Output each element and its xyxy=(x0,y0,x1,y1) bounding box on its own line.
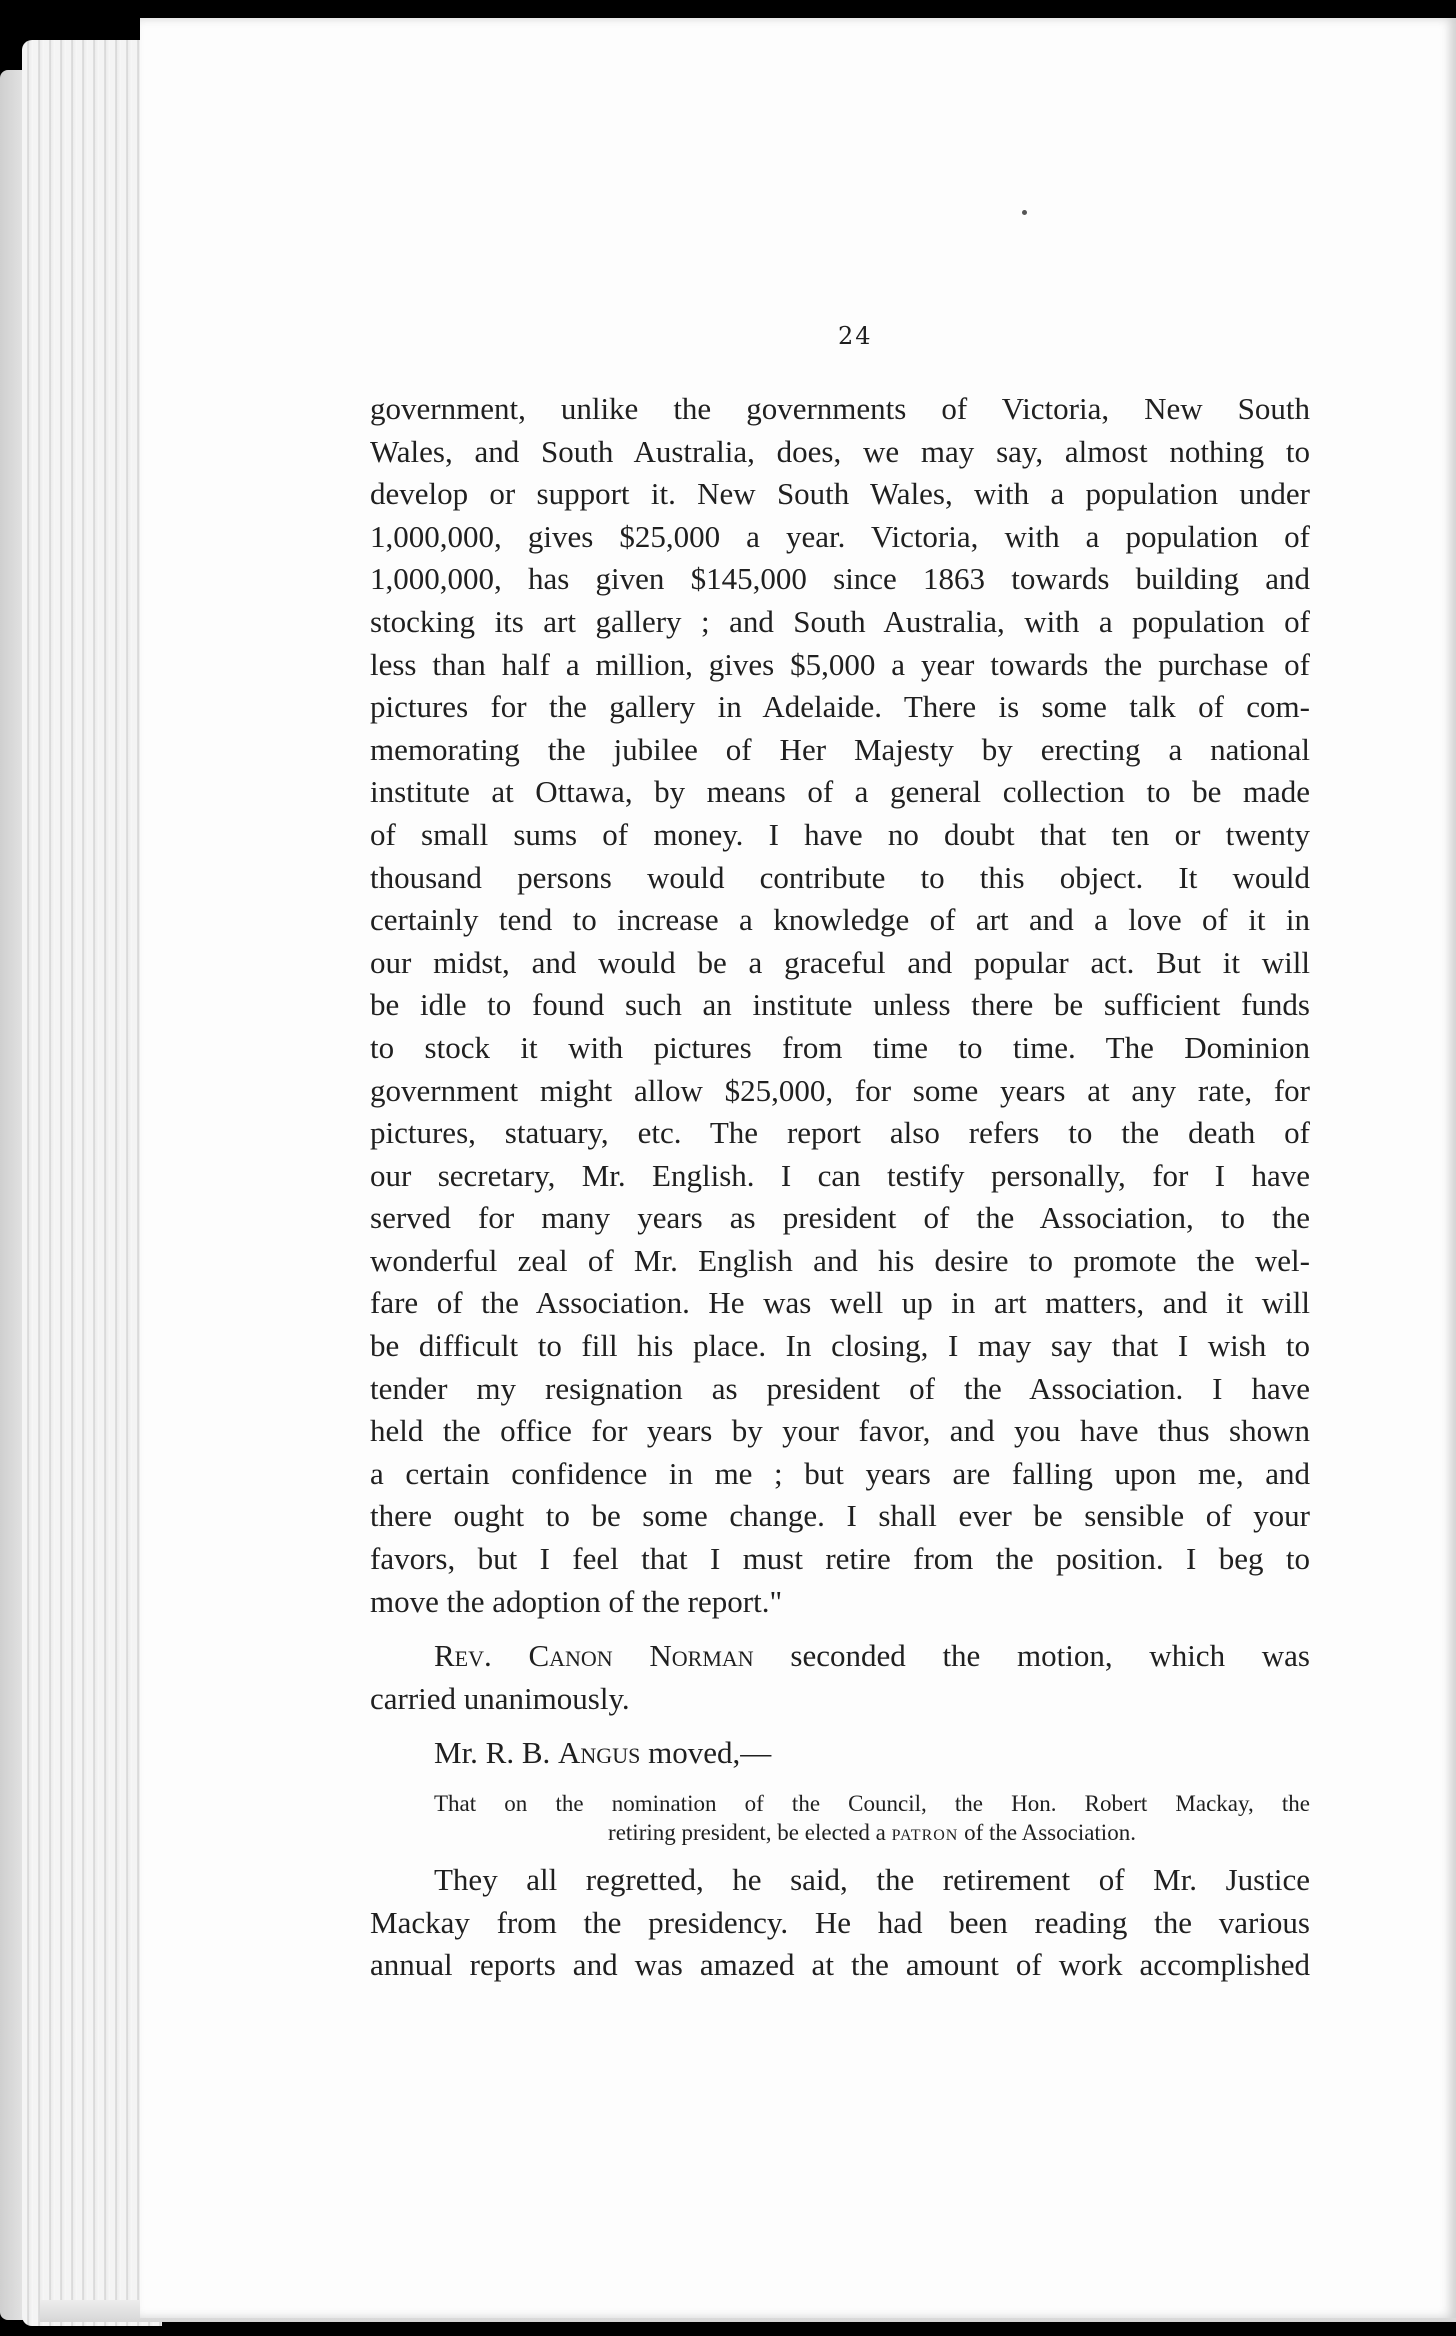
text-line: be idle to found such an institute unless there be sufficient funds xyxy=(370,987,1310,1023)
text-fragment: seconded the motion, which was xyxy=(753,1638,1310,1674)
text-line: move the adoption of the report." xyxy=(370,1583,783,1619)
ink-speck xyxy=(1022,210,1027,215)
text-line: favors, but I feel that I must retire from the position. I beg to xyxy=(370,1541,1310,1577)
text-line: there ought to be some change. I shall ever be sensible of your xyxy=(370,1498,1310,1534)
text-line: carried unanimously. xyxy=(370,1680,630,1716)
text-line: stocking its art gallery ; and South Australia, with a population of xyxy=(370,603,1310,639)
text-line: less than half a million, gives $5,000 a year towards the purchase of xyxy=(370,646,1310,682)
speaker-name: Angus xyxy=(558,1735,641,1771)
text-line: Mackay from the presidency. He had been reading the various xyxy=(370,1904,1310,1940)
paragraph-motion xyxy=(370,1732,1310,1775)
text-line: certainly tend to increase a knowledge of art and a love of it in xyxy=(370,902,1310,938)
text-line: government might allow $25,000, for some years at any rate, for xyxy=(370,1072,1310,1108)
text-line: tender my resignation as president of the Association. I have xyxy=(370,1370,1310,1406)
text-line: be difficult to fill his place. In closing, I may say that I wish to xyxy=(370,1328,1310,1364)
text-line: memorating the jubilee of Her Majesty by erecting a national xyxy=(370,731,1310,767)
text-fragment: of the Association. xyxy=(958,1820,1136,1845)
paragraph-seconded xyxy=(370,1635,1310,1720)
text-fragment: moved,— xyxy=(640,1735,772,1771)
text-line xyxy=(434,1818,1310,1847)
text-line xyxy=(370,1635,1310,1678)
text-line: Wales, and South Australia, does, we may say, almost nothing to xyxy=(370,433,1310,469)
text-line: fare of the Association. He was well up in art matters, and it will xyxy=(370,1285,1310,1321)
text-line: institute at Ottawa, by means of a general collection to be made xyxy=(370,774,1310,810)
patron-term: patron xyxy=(891,1820,959,1845)
text-line: annual reports and was amazed at the amount of work accomplished xyxy=(370,1947,1310,1983)
text-line: our midst, and would be a graceful and popular act. But it will xyxy=(370,944,1310,980)
text-line: pictures for the gallery in Adelaide. There is some talk of com- xyxy=(370,689,1310,725)
resolution-text xyxy=(370,1789,1310,1847)
text-line: pictures, statuary, etc. The report also refers to the death of xyxy=(370,1115,1310,1151)
text-fragment: retiring president, be elected a xyxy=(608,1820,892,1845)
paragraph-angus-speech xyxy=(370,1859,1310,1987)
text-line: held the office for years by your favor, and you have thus shown xyxy=(370,1413,1310,1449)
text-line: to stock it with pictures from time to time. The Dominion xyxy=(370,1029,1310,1065)
text-line: a certain confidence in me ; but years are falling upon me, and xyxy=(370,1455,1310,1491)
page-number: 24 xyxy=(838,322,873,350)
text-line: served for many years as president of the Association, to the xyxy=(370,1200,1310,1236)
speaker-name: Rev. Canon Norman xyxy=(434,1638,754,1674)
paragraph-speech xyxy=(370,388,1310,1623)
text-line: thousand persons would contribute to this object. It would xyxy=(370,859,1310,895)
text-line: our secretary, Mr. English. I can testify personally, for I have xyxy=(370,1157,1310,1193)
text-line: They all regretted, he said, the retirement of Mr. Justice xyxy=(434,1862,1310,1897)
text-line: 1,000,000, has given $145,000 since 1863 towards building and xyxy=(370,561,1310,597)
text-line: of small sums of money. I have no doubt that ten or twenty xyxy=(370,816,1310,852)
page-body xyxy=(370,388,1310,1987)
text-fragment: Mr. R. B. xyxy=(434,1735,559,1771)
text-line: develop or support it. New South Wales, with a population under xyxy=(370,476,1310,512)
text-line: 1,000,000, gives $25,000 a year. Victoria, with a population of xyxy=(370,518,1310,554)
text-line: That on the nomination of the Council, the Hon. Robert Mackay, the xyxy=(434,1791,1310,1816)
text-line: government, unlike the governments of Victoria, New South xyxy=(370,391,1310,426)
text-line xyxy=(370,1732,1310,1775)
text-line: wonderful zeal of Mr. English and his desire to promote the wel- xyxy=(370,1242,1310,1278)
